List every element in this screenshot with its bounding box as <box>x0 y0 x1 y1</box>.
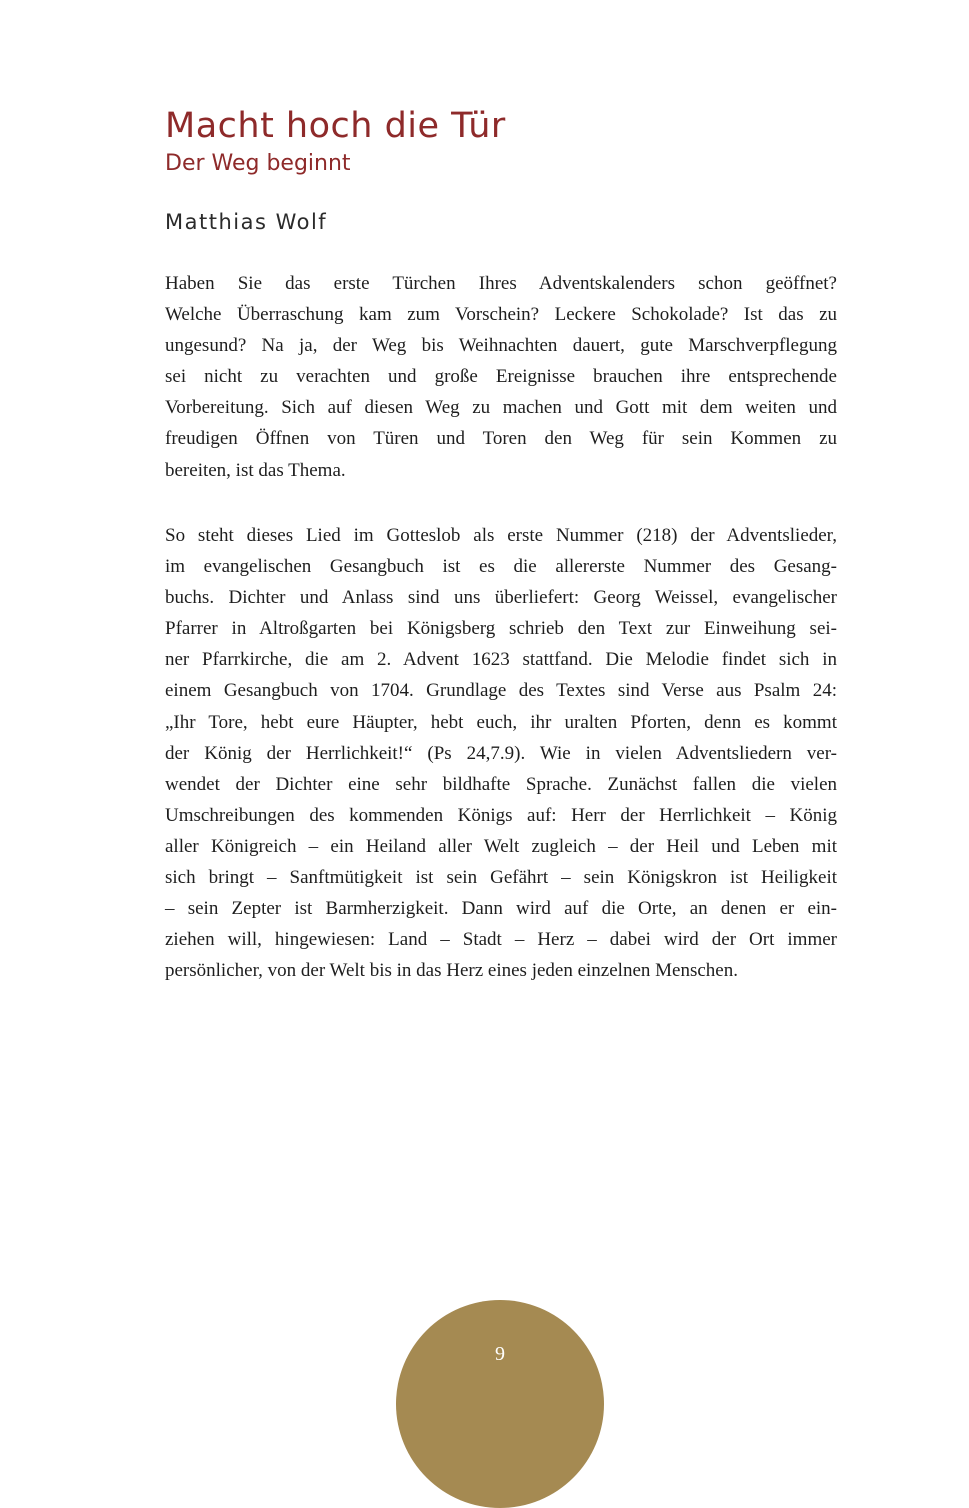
text-line: – sein Zepter ist Barmherzigkeit. Dann wird auf die Orte, an denen er ein- <box>165 898 837 920</box>
page-title: Macht hoch die Tür <box>165 106 506 146</box>
text-line: „Ihr Tore, hebt eure Häupter, hebt euch, ihr uralten Pforten, denn es kommt <box>165 711 837 733</box>
text-line: Umschreibungen des kommenden Königs auf: Herr der Herrlichkeit – König <box>165 804 837 826</box>
text-line: Haben Sie das erste Türchen Ihres Adventskalenders schon geöffnet? <box>165 273 837 294</box>
text-line: buchs. Dichter und Anlass sind uns überliefert: Georg Weissel, evangelischer <box>165 587 837 609</box>
text-line: wendet der Dichter eine sehr bildhafte Sprache. Zunächst fallen die vielen <box>165 773 837 795</box>
text-line: ziehen will, hingewiesen: Land – Stadt – Herz – dabei wird der Ort immer <box>165 929 837 951</box>
text-line: freudigen Öffnen von Türen und Toren den Weg für sein Kommen zu <box>165 428 837 450</box>
text-line: der König der Herrlichkeit!“ (Ps 24,7.9). Wie in vielen Adventsliedern ver- <box>165 742 837 764</box>
text-line: Welche Überraschung kam zum Vorschein? Leckere Schokolade? Ist das zu <box>165 304 837 326</box>
text-line: Vorbereitung. Sich auf diesen Weg zu machen und Gott mit dem weiten und <box>165 397 837 419</box>
page-subtitle: Der Weg beginnt <box>165 151 351 176</box>
text-line: ner Pfarrkirche, die am 2. Advent 1623 stattfand. Die Melodie findet sich in <box>165 649 837 671</box>
text-line: einem Gesangbuch von 1704. Grundlage des Textes sind Verse aus Psalm 24: <box>165 680 837 702</box>
text-line: sei nicht zu verachten und große Ereignisse brauchen ihre entsprechende <box>165 366 837 388</box>
text-line: persönlicher, von der Welt bis in das Herz eines jeden einzelnen Menschen. <box>165 960 738 982</box>
text-line: ungesund? Na ja, der Weg bis Weihnachten dauert, gute Marschverpflegung <box>165 335 837 357</box>
page-number-badge <box>396 1300 604 1508</box>
text-line: sich bringt – Sanftmütigkeit ist sein Gefährt – sein Königskron ist Heiligkeit <box>165 867 837 889</box>
text-line: aller Königreich – ein Heiland aller Welt zugleich – der Heil und Leben mit <box>165 835 837 857</box>
text-line: bereiten, ist das Thema. <box>165 459 346 481</box>
text-line: im evangelischen Gesangbuch ist es die allererste Nummer des Gesang- <box>165 556 837 578</box>
text-line: So steht dieses Lied im Gotteslob als erste Nummer (218) der Adventslieder, <box>165 525 837 546</box>
page-number: 9 <box>495 1343 505 1365</box>
body-paragraph-2 <box>165 520 837 986</box>
author-name: Matthias Wolf <box>165 210 328 234</box>
body-paragraph-1 <box>165 268 837 486</box>
text-line: Pfarrer in Altroßgarten bei Königsberg schrieb den Text zur Einweihung sei- <box>165 618 837 640</box>
